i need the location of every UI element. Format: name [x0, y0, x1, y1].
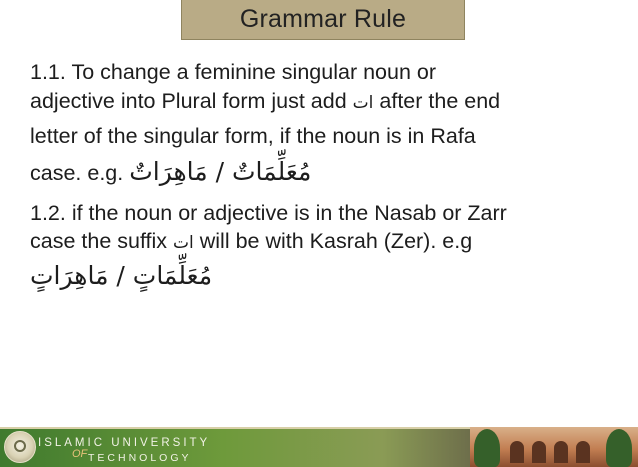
- tree-shape: [474, 429, 500, 467]
- footer-banner: [0, 427, 638, 467]
- rule1-line2-text-b: after the end: [379, 89, 501, 113]
- university-name-of: OF: [72, 448, 88, 460]
- rule1-line2-text-a: adjective into Plural form just add: [30, 89, 347, 113]
- rule2-line2-text-b: will be with Kasrah (Zer). e.g: [199, 229, 473, 253]
- campus-building-image: [470, 427, 638, 467]
- rule1-line3: letter of the singular form, if the noun is in Rafa: [30, 124, 476, 148]
- slide-title: Grammar Rule: [239, 5, 407, 33]
- rule2-line2-text-a: case the suffix: [30, 229, 168, 253]
- tree-shape: [606, 429, 632, 467]
- arch-shape: [532, 441, 546, 463]
- university-name-line2: TECHNOLOGY: [88, 452, 192, 464]
- rule1-example-arabic: مُعَلِّمَاتٌ / مَاهِرَاتٌ: [129, 157, 312, 186]
- rule2-line1: 1.2. if the noun or adjective is in the Nasab or Zarr: [30, 201, 507, 225]
- rule1-line4: [30, 158, 311, 187]
- arch-shape: [554, 441, 568, 463]
- university-logo: [4, 431, 36, 463]
- rule1-line2: [30, 87, 500, 117]
- arch-shape: [576, 441, 590, 463]
- rule2-suffix-arabic: ات: [173, 233, 194, 253]
- rule2-example-arabic: مُعَلِّمَاتٍ / مَاهِرَاتٍ: [30, 261, 213, 290]
- university-name-line1: ISLAMIC UNIVERSITY: [38, 437, 211, 449]
- rule2-line2: [30, 227, 472, 257]
- rule1-line1: 1.1. To change a feminine singular noun or: [30, 60, 436, 84]
- rule2-line3: [30, 262, 212, 291]
- rule1-eg-label: case. e.g.: [30, 161, 124, 185]
- title-box: [181, 0, 465, 40]
- rule1-suffix-arabic: ات: [352, 93, 374, 113]
- arch-shape: [510, 441, 524, 463]
